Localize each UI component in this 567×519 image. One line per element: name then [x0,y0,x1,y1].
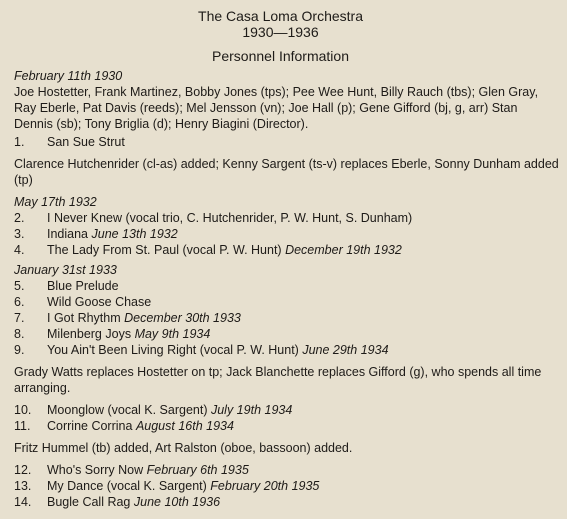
track-row [14,210,559,226]
orchestra-title: The Casa Loma Orchestra [198,8,363,24]
track-date: December 30th 1933 [124,311,241,325]
track-number: 9. [14,343,25,357]
session-date: February 11th 1930 [14,69,123,83]
track-number: 14. [14,495,32,509]
track-date: May 9th 1934 [134,327,211,341]
track-date: June 13th 1932 [91,227,178,241]
track-title: Corrine Corrina [47,419,133,433]
track-number: 7. [14,311,25,325]
track-title: I Never Knew (vocal trio, C. Hutchenrider, P. W. Hunt, S. Dunham) [47,211,413,225]
track-date: August 16th 1934 [135,419,234,433]
track-number: 2. [14,211,25,225]
personnel-paragraph: Joe Hostetter, Frank Martinez, Bobby Jones (tps); Pee Wee Hunt, Billy Rauch (tbs); Glen Gray, Ray Eberle, Pat Davis (reeds); Mel Jensson (vn); Joe Hall (p); Gene Gifford (bj, g, arr) Stan Dennis (sb); Tony Briglia (d); Henry Biagini (Director). [14,85,539,131]
track-row [14,242,559,258]
track-row [14,294,559,310]
track-number: 5. [14,279,25,293]
track-row [14,402,559,418]
track-number: 3. [14,227,25,241]
track-row [14,278,559,294]
session-date: January 31st 1933 [14,263,117,277]
track-row [14,494,559,510]
track-row [14,418,559,434]
track-number: 6. [14,295,25,309]
personnel-change-note: Fritz Hummel (tb) added, Art Ralston (oboe, bassoon) added. [14,441,353,455]
track-date: June 10th 1936 [133,495,221,509]
track-title: Wild Goose Chase [47,295,152,309]
track-date: February 20th 1935 [210,479,320,493]
liner-notes-page [14,8,559,510]
personnel-change-note: Grady Watts replaces Hostetter on tp; Jack Blanchette replaces Gifford (g), who spends all time arranging. [14,365,542,395]
personnel-change-note: Clarence Hutchenrider (cl-as) added; Kenny Sargent (ts-v) replaces Eberle, Sonny Dunham added (tp) [14,157,559,187]
track-row [14,326,559,342]
track-number: 12. [14,463,32,477]
track-number: 1. [14,135,25,149]
track-date: July 19th 1934 [210,403,293,417]
track-title: My Dance (vocal K. Sargent) [47,479,207,493]
track-title: Moonglow (vocal K. Sargent) [47,403,208,417]
track-number: 10. [14,403,32,417]
track-row [14,226,559,242]
track-title: Indiana [47,227,89,241]
track-row [14,342,559,358]
document-title [14,8,559,40]
track-row [14,478,559,494]
track-number: 13. [14,479,32,493]
track-date: December 19th 1932 [285,243,402,257]
track-date: February 6th 1935 [146,463,249,477]
track-row [14,134,559,150]
track-title: I Got Rhythm [47,311,121,325]
track-date: June 29th 1934 [302,343,389,357]
track-title: Milenberg Joys [47,327,132,341]
track-title: You Ain't Been Living Right (vocal P. W. Hunt) [47,343,299,357]
track-number: 11. [14,419,31,433]
track-number: 8. [14,327,25,341]
track-number: 4. [14,243,25,257]
track-row [14,462,559,478]
years-range: 1930—1936 [242,24,319,40]
track-title: The Lady From St. Paul (vocal P. W. Hunt) [47,243,282,257]
track-title: Blue Prelude [47,279,119,293]
track-title: Who's Sorry Now [47,463,144,477]
section-heading: Personnel Information [212,48,349,64]
track-title: Bugle Call Rag [47,495,131,509]
session-date: May 17th 1932 [14,195,97,209]
track-row [14,310,559,326]
track-title: San Sue Strut [47,135,125,149]
